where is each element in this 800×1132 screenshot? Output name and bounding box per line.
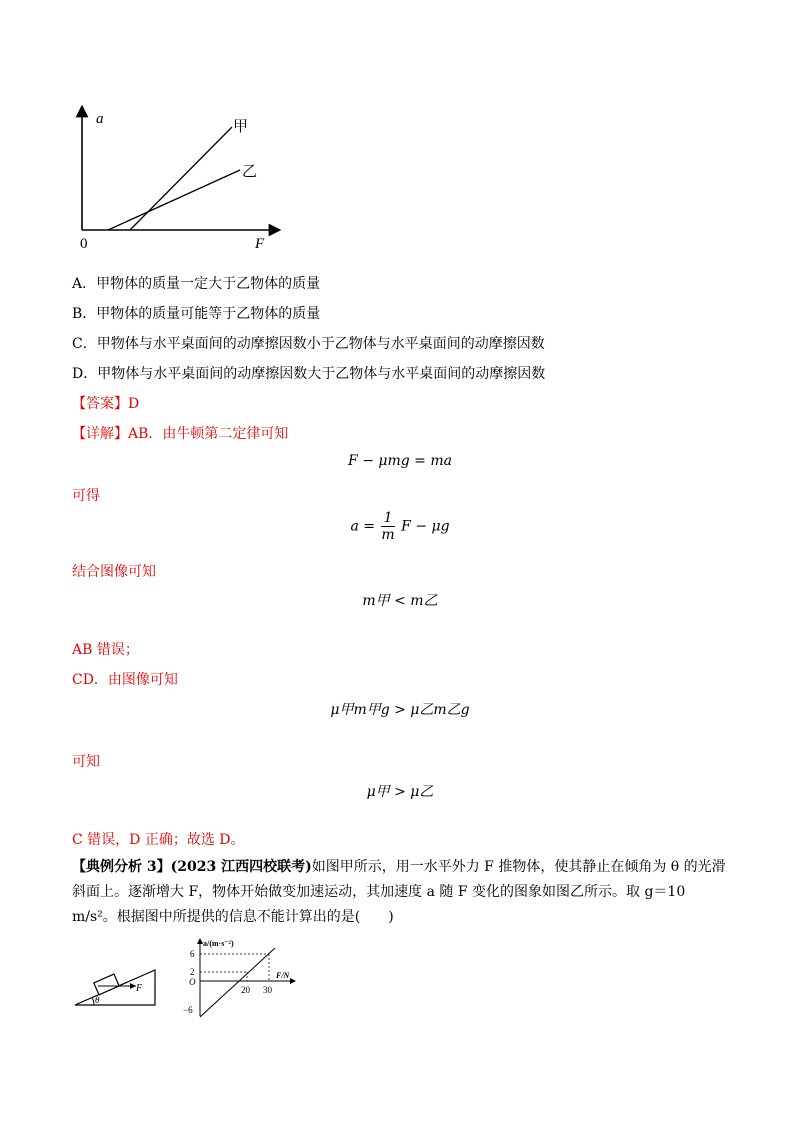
line-jia [130,127,232,230]
a-f-graph [70,105,290,255]
x-axis-label: F [255,236,265,252]
kezhi-label: 可知 [72,754,100,770]
example-3 [72,855,732,930]
example-3-label: 【典例分析 3】(2023 江西四校联考) [72,859,312,875]
block [94,974,119,995]
line-yi-label: 乙 [242,164,258,180]
x-axis-label-2: F/N [276,971,290,980]
origin-label: 0 [80,236,88,252]
x-tick-20: 20 [241,985,250,995]
line-jia-label: 甲 [233,119,249,135]
y-tick-neg6: −6 [183,1005,193,1015]
option-d: D．甲物体与水平桌面间的动摩擦因数大于乙物体与水平桌面间的动摩擦因数 [72,366,546,382]
option-b: B．甲物体的质量可能等于乙物体的质量 [72,306,321,322]
y-tick-2: 2 [190,967,195,977]
conclusion: C 错误，D 正确；故选 D。 [72,832,245,848]
equation-mu: μ甲 > μ乙 [366,784,434,800]
y-tick-6: 6 [190,949,195,959]
fraction-denominator: m [381,527,395,543]
angle-label: θ [95,995,100,1005]
option-a: A．甲物体的质量一定大于乙物体的质量 [72,276,321,292]
equation-newton: F − μmg = ma [348,453,452,469]
cd-intro: CD．由图像可知 [72,672,178,688]
equation-acceleration [0,510,800,543]
kede-label: 可得 [72,488,100,504]
ab-wrong: AB 错误； [72,642,139,658]
force-label: F [136,983,143,994]
answer: 【答案】D [72,396,140,412]
y-axis-label-2: a/(m·s⁻²) [203,939,234,948]
jiehe-label: 结合图像可知 [72,564,156,580]
equation-friction: μ甲m甲g > μ乙m乙g [330,702,470,718]
graph-line [200,948,275,1017]
fraction-numerator: 1 [381,510,394,527]
fraction [381,510,394,543]
incline-figure [70,955,170,1015]
angle-arc [92,997,94,1005]
y-axis-label: a [96,111,104,127]
a-f-graph-2 [178,938,303,1023]
equation-mass: m甲 < m乙 [362,593,438,609]
origin-label-2: O [189,977,196,987]
example-3-text: 如图甲所示，用一水平外力 F 推物体，使其静止在倾角为 θ 的光滑斜面上。逐渐增大 F，物体开始做变加速运动，其加速度 a 随 F 变化的图象如图乙所示。取 g＝10 m/s²。根据图中所提供的信息不能计算出的是( ) [72,859,726,925]
x-tick-30: 30 [263,985,272,995]
detail-intro: 【详解】AB．由牛顿第二定律可知 [72,426,289,442]
eq2-left: a = [350,518,375,535]
option-c: C．甲物体与水平桌面间的动摩擦因数小于乙物体与水平桌面间的动摩擦因数 [72,336,545,352]
line-yi [108,170,240,230]
eq2-right: F − μg [401,518,450,535]
